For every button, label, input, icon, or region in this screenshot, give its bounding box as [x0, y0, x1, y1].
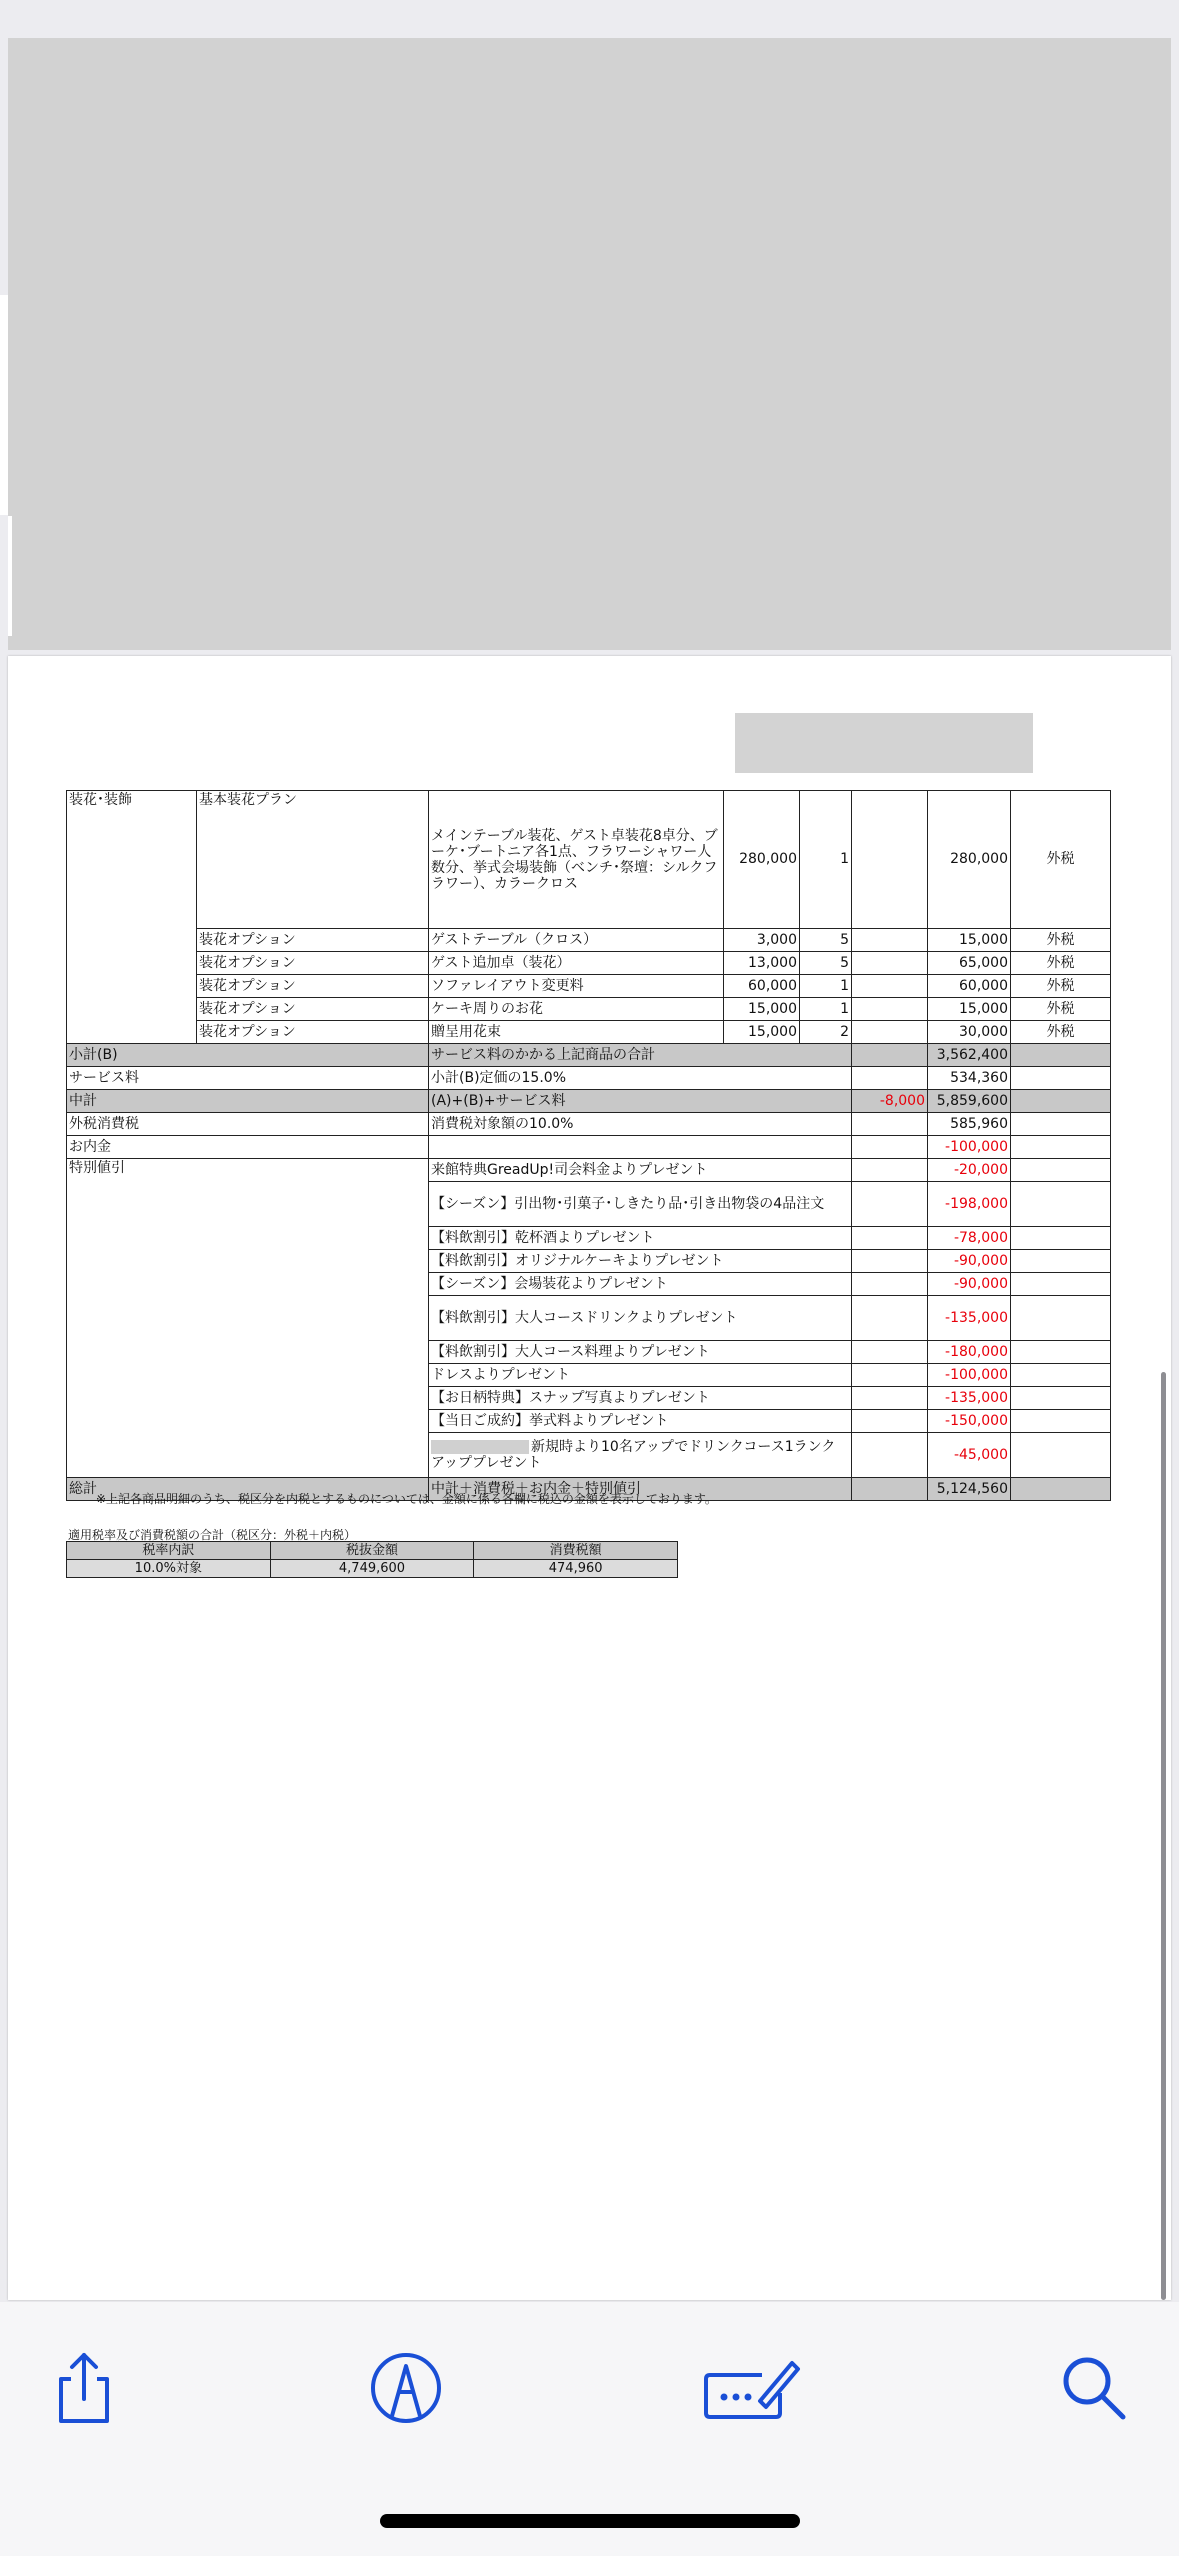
discount-row: 【お日柄特典】スナップ写真よりプレゼント -135,000 — [67, 1387, 1111, 1410]
discount-row: 新規時より10名アップでドリンクコース1ランクアッププレゼント -45,000 — [67, 1433, 1111, 1478]
table-row: 装花オプション ケーキ周りのお花 15,000 1 15,000 外税 — [67, 998, 1111, 1021]
tax-summary-title: 適用税率及び消費税額の合計（税区分：外税＋内税） — [68, 1528, 357, 1542]
discount-row: 【料飲割引】オリジナルケーキよりプレゼント -90,000 — [67, 1250, 1111, 1273]
amount-cell: 280,000 — [928, 791, 1011, 929]
table-row: 装花オプション ゲスト追加卓（装花） 13,000 5 65,000 外税 — [67, 952, 1111, 975]
tax-summary-table — [66, 1541, 678, 1578]
consumption-tax-row: 外税消費税 消費税対象額の10.0% 585,960 — [67, 1113, 1111, 1136]
discount-row: 【料飲割引】乾杯酒よりプレゼント -78,000 — [67, 1227, 1111, 1250]
qty-cell: 1 — [800, 791, 852, 929]
signature-icon — [702, 2353, 802, 2423]
search-icon — [1059, 2353, 1129, 2423]
scrollbar[interactable] — [1161, 1372, 1166, 2300]
discount-row: 【当日ご成約】挙式料よりプレゼント -150,000 — [67, 1410, 1111, 1433]
footnote: ※上記各商品明細のうち、税区分を内税とするものについては、金額に係る各欄に税込の金額を表示しております。 — [96, 1492, 717, 1506]
middle-total-row: 中計 (A)+(B)+サービス料 -8,000 5,859,600 — [67, 1090, 1111, 1113]
home-indicator — [380, 2514, 800, 2528]
unit-price-cell: 280,000 — [724, 791, 800, 929]
markup-icon — [368, 2350, 444, 2426]
discount-row: 【料飲割引】大人コース料理よりプレゼント -180,000 — [67, 1341, 1111, 1364]
redacted-area — [735, 713, 1033, 773]
category-cell: 装花･装飾 — [67, 791, 197, 1044]
discount-row: 【シーズン】会場装花よりプレゼント -90,000 — [67, 1273, 1111, 1296]
previous-page-redacted — [8, 38, 1171, 650]
share-icon — [49, 2349, 119, 2427]
discount-row: ドレスよりプレゼント -100,000 — [67, 1364, 1111, 1387]
estimate-table — [66, 790, 1111, 1501]
item-detail-cell: メインテーブル装花、ゲスト卓装花8卓分、ブーケ･ブートニア各1点、フラワーシャワー人数分、挙式会場装飾（ベンチ･祭壇：シルクフラワー）、カラークロス — [429, 791, 724, 929]
page-gap — [0, 295, 8, 515]
table-row: 税率内訳 税抜金額 消費税額 — [67, 1542, 678, 1560]
service-fee-row: サービス料 小計(B)定価の15.0% 534,360 — [67, 1067, 1111, 1090]
grand-total-row: 総計 中計＋消費税＋お内金＋特別値引 5,124,560 — [67, 1478, 1111, 1501]
deposit-row: お内金 -100,000 — [67, 1136, 1111, 1159]
table-row — [67, 791, 1111, 929]
search-button[interactable] — [1044, 2338, 1144, 2438]
redacted-text — [431, 1440, 529, 1454]
table-row: 10.0%対象 4,749,600 474,960 — [67, 1560, 678, 1578]
item-name-cell: 基本装花プラン — [197, 791, 429, 929]
discount-row: 特別値引 来館特典GreadUp!司会料金よりプレゼント -20,000 — [67, 1159, 1111, 1182]
share-button[interactable] — [34, 2338, 134, 2438]
discount-row: 【料飲割引】大人コースドリンクよりプレゼント -135,000 — [67, 1296, 1111, 1341]
blank-cell — [852, 791, 928, 929]
subtotal-row: 小計(B) サービス料のかかる上記商品の合計 3,562,400 — [67, 1044, 1111, 1067]
table-row: 装花オプション 贈呈用花束 15,000 2 30,000 外税 — [67, 1021, 1111, 1044]
table-row: 装花オプション ソファレイアウト変更料 60,000 1 60,000 外税 — [67, 975, 1111, 998]
table-row: 装花オプション ゲストテーブル（クロス） 3,000 5 15,000 外税 — [67, 929, 1111, 952]
markup-button[interactable] — [356, 2338, 456, 2438]
discount-row: 【シーズン】引出物･引菓子･しきたり品･引き出物袋の4品注文 -198,000 — [67, 1182, 1111, 1227]
signature-button[interactable] — [697, 2338, 807, 2438]
tax-cell: 外税 — [1011, 791, 1111, 929]
page-edge — [8, 516, 12, 636]
